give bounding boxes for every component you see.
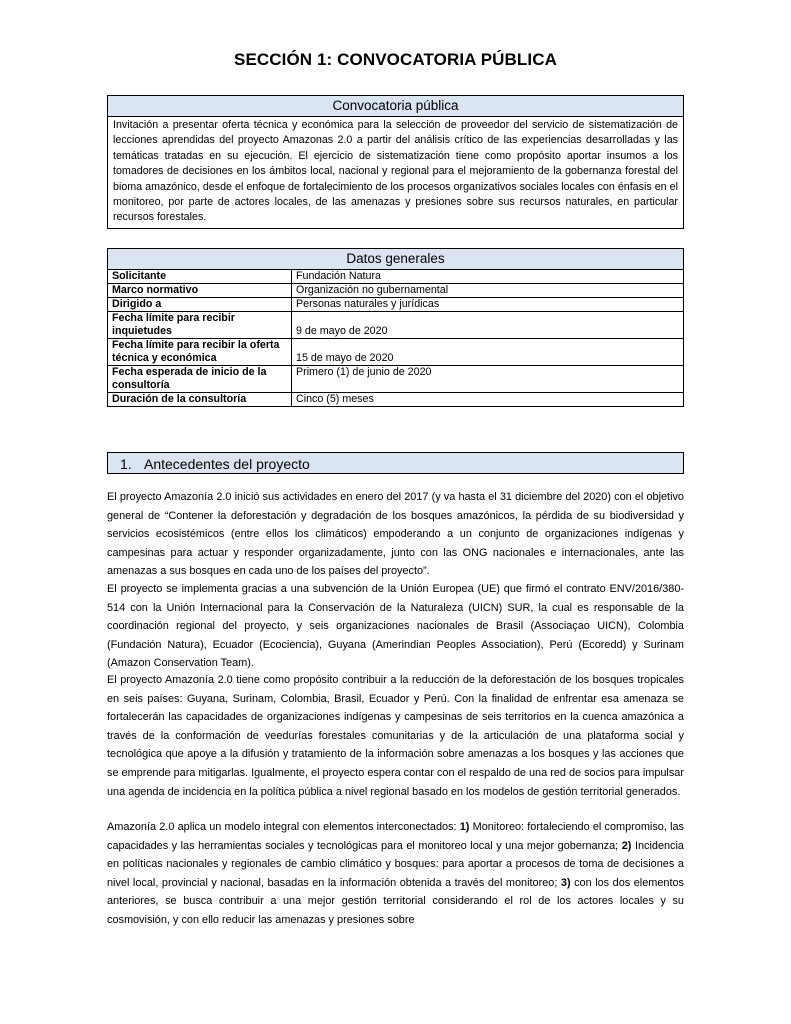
paragraph-4-text-2: Monitoreo: fortaleciendo el compromiso, las capacidades y las herramientas sociales y tecnológicas para el monitoreo local y una mejor gobernanza; — [107, 821, 684, 852]
item-number: 1) — [459, 821, 470, 833]
item-number: 2) — [621, 839, 632, 852]
row-value: Cinco (5) meses — [292, 393, 684, 407]
section-heading — [107, 452, 684, 474]
row-label: Fecha esperada de inicio de la consultoría — [108, 366, 292, 393]
table-row — [108, 339, 684, 366]
row-label: Fecha límite para recibir la oferta técnica y económica — [108, 339, 292, 366]
paragraph-4-text-1: Amazonía 2.0 aplica un modelo integral con elementos interconectados: — [107, 821, 460, 833]
row-value: Fundación Natura — [292, 270, 684, 284]
row-label: Marco normativo — [108, 284, 292, 298]
convocatoria-text: Invitación a presentar oferta técnica y económica para la selección de proveedor del servicio de sistematización de lecciones aprendidas del proyecto Amazonas 2.0 a partir del análisis crítico de las experiencias desarrolladas y las temáticas tratadas en su ejecución. El ejercicio de sistematización tiene como propósito aportar insumos a los tomadores de decisiones en los ámbitos local, nacional y regional para el mejoramiento de la gobernanza forestal del bioma amazónico, desde el enfoque de fortalecimiento de los procesos organizativos sociales locales con énfasis en el monitoreo, por parte de actores locales, de las amenazas y presiones sobre sus recursos naturales, en particular recursos forestales. — [108, 117, 684, 229]
paragraph-4-text-3: Incidencia en políticas nacionales y regionales de cambio climático y bosques: para aportar a procesos de toma de decisiones a nivel local, provincial y nacional, basadas en la información obtenida a través del monitoreo; — [107, 839, 684, 889]
table-row — [108, 298, 684, 312]
datos-generales-heading: Datos generales — [108, 249, 684, 270]
paragraph-3: El proyecto Amazonía 2.0 tiene como propósito contribuir a la reducción de la deforestación de los bosques tropicales en seis países: Guyana, Surinam, Colombia, Brasil, Ecuador y Perú. Con la finalidad de enfrentar esa amenaza se fortalecerán las capacidades de organizaciones indígenas y campesinas de seis territorios en la cuenca amazónica a través de la conformación de veedurías forestales comunitarias y de la articulación de una plataforma social y tecnológica que apoye a la difusión y tratamiento de la información sobre amenazas a los bosques y las acciones que se emprende para mitigarlas. Igualmente, el proyecto espera contar con el respaldo de una red de socios para impulsar una agenda de incidencia en la política pública a nivel regional basado en los modelos de gestión territorial generados. — [107, 674, 684, 798]
row-label: Duración de la consultoría — [108, 393, 292, 407]
table-row — [108, 270, 684, 284]
page-title: SECCIÓN 1: CONVOCATORIA PÚBLICA — [234, 50, 557, 69]
paragraph-4 — [107, 818, 684, 930]
row-label: Solicitante — [108, 270, 292, 284]
row-label: Dirigido a — [108, 298, 292, 312]
convocatoria-table — [107, 95, 684, 229]
row-value: 15 de mayo de 2020 — [292, 339, 684, 366]
paragraph-4-text-4: con los dos elementos anteriores, se busca contribuir a una mejor gestión territorial considerando el rol de los actores locales y su cosmovisión, y con ello reducir las amenazas y presiones sobre — [107, 876, 684, 926]
section-title: Antecedentes del proyecto — [144, 456, 310, 472]
item-number: 3) — [560, 876, 571, 889]
row-value: Personas naturales y jurídicas — [292, 298, 684, 312]
row-value: Organización no gubernamental — [292, 284, 684, 298]
table-row — [108, 393, 684, 407]
table-row — [108, 312, 684, 339]
paragraph-2: El proyecto se implementa gracias a una subvención de la Unión Europea (UE) que firmó el contrato ENV/2016/380-514 con la Unión Internacional para la Conservación de la Naturaleza (UICN) SUR, la cual es responsable de la coordinación regional del proyecto, y seis organizaciones nacionales de Brasil (Associaçao UICN), Colombia (Fundación Natura), Ecuador (Ecociencia), Guyana (Amerindian Peoples Association), Perú (Ecoredd) y Surinam (Amazon Conservation Team). — [107, 583, 684, 670]
section-number: 1. — [120, 456, 132, 472]
convocatoria-heading: Convocatoria pública — [108, 96, 684, 117]
table-row — [108, 284, 684, 298]
datos-generales-table — [107, 248, 684, 407]
table-row — [108, 366, 684, 393]
row-value: 9 de mayo de 2020 — [292, 312, 684, 339]
row-label: Fecha límite para recibir inquietudes — [108, 312, 292, 339]
paragraph-1: El proyecto Amazonía 2.0 inició sus actividades en enero del 2017 (y va hasta el 31 diciembre del 2020) con el objetivo general de “Contener la deforestación y degradación de los bosques amazónicos, la pérdida de su biodiversidad y servicios ecosistémicos (entre ellos los climáticos) empoderando a un conjunto de organizaciones indígenas y campesinas para actuar y responder organizadamente, junto con las ONG nacionales e internacionales, ante las amenazas a sus bosques en cada uno de los países del proyecto”. — [107, 491, 684, 578]
row-value: Primero (1) de junio de 2020 — [292, 366, 684, 393]
